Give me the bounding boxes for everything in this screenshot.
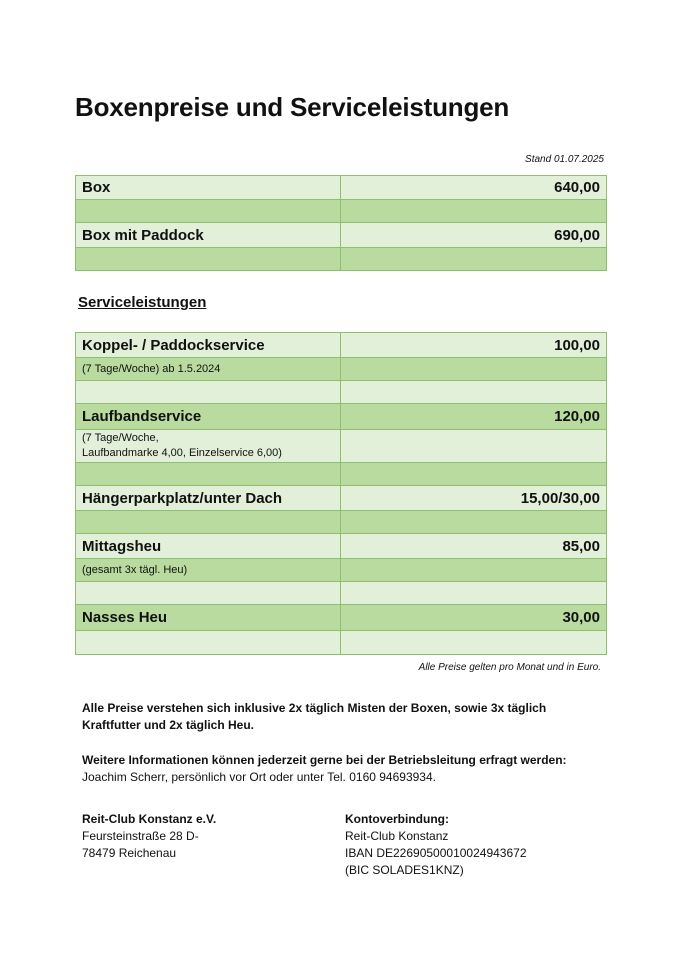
table-row (76, 605, 607, 631)
table-row-spacer (76, 511, 607, 534)
inclusive-line-2: Kraftfutter und 2x täglich Heu. (82, 718, 255, 732)
box-price-table (75, 175, 607, 271)
bank-heading: Kontoverbindung: (345, 812, 449, 826)
service-price-haenger: 15,00/30,00 (341, 486, 607, 511)
service-price-mittagsheu: 85,00 (341, 534, 607, 559)
box-paddock-price: 690,00 (341, 223, 607, 248)
info-block (82, 752, 582, 786)
info-contact: Joachim Scherr, persönlich vor Ort oder unter Tel. 0160 94693934. (82, 770, 436, 784)
club-city: 78479 Reichenau (82, 846, 177, 860)
service-label-mittagsheu: Mittagsheu (76, 534, 341, 559)
bank-holder: Reit-Club Konstanz (345, 829, 449, 843)
service-price-koppel: 100,00 (341, 333, 607, 358)
table-row-spacer (76, 381, 607, 404)
page-title: Boxenpreise und Serviceleistungen (75, 92, 510, 122)
service-label-nassesheu: Nasses Heu (76, 605, 341, 631)
services-table (75, 332, 607, 655)
table-row-spacer (76, 463, 607, 486)
service-note-laufband (76, 430, 341, 463)
table-row-spacer (76, 200, 607, 223)
table-row (76, 559, 607, 582)
box-paddock-label: Box mit Paddock (76, 223, 341, 248)
table-row (76, 223, 607, 248)
box-label: Box (76, 176, 341, 200)
table-row (76, 486, 607, 511)
table-row (76, 404, 607, 430)
inclusive-note (82, 700, 582, 734)
info-heading: Weitere Informationen können jederzeit gerne bei der Betriebsleitung erfragt werden: (82, 753, 567, 767)
inclusive-line-1: Alle Preise verstehen sich inklusive 2x täglich Misten der Boxen, sowie 3x täglich (82, 701, 547, 715)
service-note-laufband-line1: (7 Tage/Woche, (82, 432, 159, 444)
price-footnote: Alle Preise gelten pro Monat und in Euro. (418, 662, 601, 673)
bank-iban: IBAN DE22690500010024943672 (345, 846, 527, 860)
table-row (76, 358, 607, 381)
club-street: Feursteinstraße 28 D- (82, 829, 199, 843)
table-row (76, 333, 607, 358)
service-price-nassesheu: 30,00 (341, 605, 607, 631)
club-name: Reit-Club Konstanz e.V. (82, 812, 217, 826)
service-note-laufband-line2: Laufbandmarke 4,00, Einzelservice 6,00) (82, 447, 282, 459)
service-note-koppel: (7 Tage/Woche) ab 1.5.2024 (76, 358, 341, 381)
service-note-mittagsheu: (gesamt 3x tägl. Heu) (76, 559, 341, 582)
service-label-laufband: Laufbandservice (76, 404, 341, 430)
table-row (76, 534, 607, 559)
table-row-spacer (76, 248, 607, 271)
service-label-haenger: Hängerparkplatz/unter Dach (76, 486, 341, 511)
table-row-spacer (76, 582, 607, 605)
bank-details (345, 811, 527, 879)
services-heading: Serviceleistungen (78, 294, 207, 311)
service-price-laufband: 120,00 (341, 404, 607, 430)
bank-bic: (BIC SOLADES1KNZ) (345, 863, 464, 877)
club-address (82, 811, 216, 862)
table-row (76, 176, 607, 200)
table-row (76, 430, 607, 463)
box-price: 640,00 (341, 176, 607, 200)
table-row-spacer (76, 631, 607, 655)
service-label-koppel: Koppel- / Paddockservice (76, 333, 341, 358)
date-stamp: Stand 01.07.2025 (525, 154, 604, 165)
